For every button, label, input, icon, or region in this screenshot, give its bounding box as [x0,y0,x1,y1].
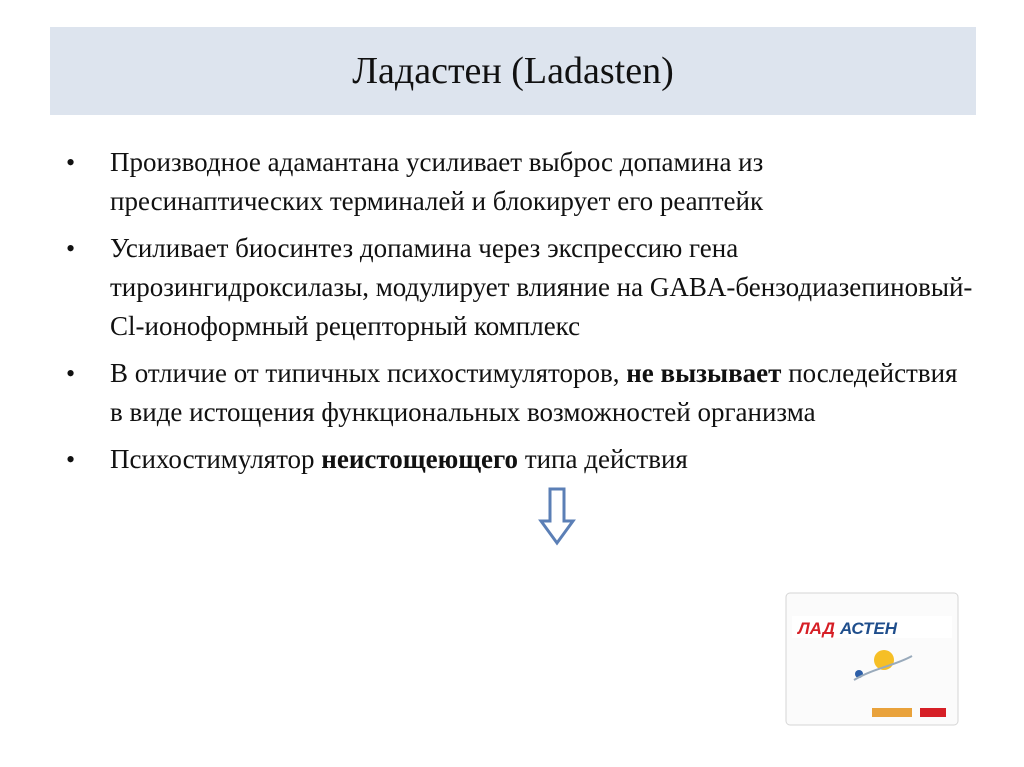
drug-package-image [784,590,960,728]
down-arrow-icon [538,487,576,547]
slide-title: Ладастен (Ladasten) [352,50,674,92]
bullet-list [66,143,976,487]
bullet-3: • В отличие от типичных психостимуляторов, не вызывает последействия в виде истощения функциональных возможностей организма [66,354,976,432]
package-brand-red: ЛАД [798,619,835,638]
bullet-4: • Психостимулятор неистощеющего типа действия [66,440,976,479]
bullet-1: • Производное адамантана усиливает выброс допамина из пресинаптических терминалей и блокирует его реаптейк [66,143,976,221]
bullet-2: • Усиливает биосинтез допамина через экспрессию гена тирозингидроксилазы, модулирует влияние на GABA-бензодиазепиновый-Cl-ионоформный рецепторный комплекс [66,229,976,346]
package-brand-blue: АСТЕН [840,619,898,638]
title-banner [50,27,976,115]
